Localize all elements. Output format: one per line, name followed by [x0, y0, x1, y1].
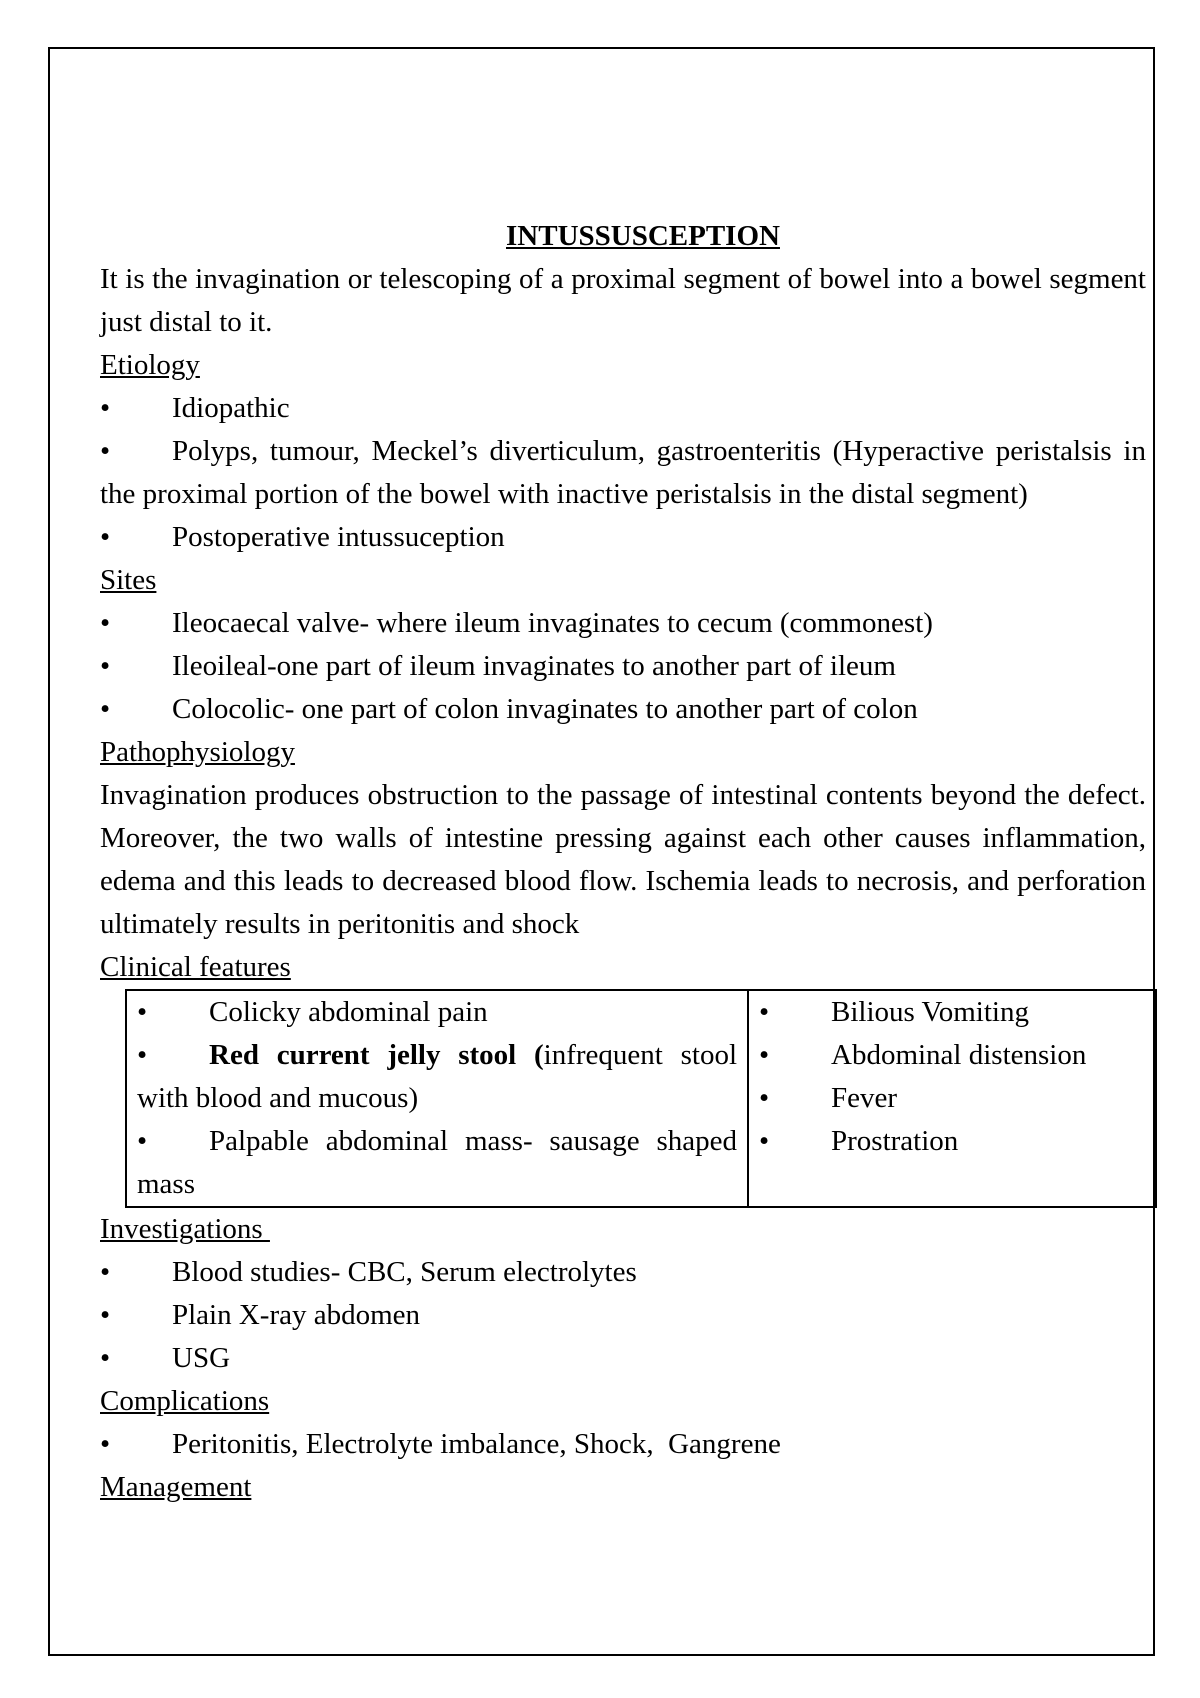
clinical-features-heading: Clinical features — [100, 951, 291, 983]
clinical-item-bold-text: Red current jelly stool ( — [209, 1039, 544, 1071]
sites-item-text: Colocolic- one part of colon invaginates to another part of colon — [172, 693, 918, 725]
bullet-icon: • — [759, 1039, 770, 1071]
bullet-icon: • — [100, 521, 111, 553]
complications-heading: Complications — [100, 1385, 270, 1417]
clinical-features-right-cell — [748, 990, 1156, 1207]
complications-item-text: Peritonitis, Electrolyte imbalance, Shock, Gangrene — [172, 1428, 781, 1460]
sites-item — [100, 602, 1146, 645]
sites-heading: Sites — [100, 564, 157, 596]
clinical-item — [137, 1034, 737, 1120]
pathophysiology-paragraph: Invagination produces obstruction to the passage of intestinal contents beyond the defect. Moreover, the two walls of intestine pressing against each other causes inflammation, edema and this leads to decreased blood flow. Ischemia leads to necrosis, and perforation ultimately results in peritonitis and shock — [100, 779, 1146, 940]
bullet-icon: • — [100, 1428, 111, 1460]
investigations-item-text: Plain X-ray abdomen — [172, 1299, 421, 1331]
investigations-item-text: USG — [172, 1342, 231, 1374]
sites-item-text: Ileocaecal valve- where ileum invaginates to cecum (commonest) — [172, 607, 933, 639]
clinical-item — [759, 991, 1145, 1034]
bullet-icon: • — [759, 1125, 770, 1157]
clinical-item — [759, 1077, 1145, 1120]
complications-item — [100, 1423, 1146, 1466]
bullet-icon: • — [137, 996, 148, 1028]
clinical-item — [759, 1120, 1145, 1163]
etiology-item-text: Idiopathic — [172, 392, 290, 424]
etiology-item-text: Postoperative intussuception — [172, 521, 505, 553]
clinical-item-text: Abdominal distension — [831, 1039, 1087, 1071]
bullet-icon: • — [100, 1256, 111, 1288]
sites-item — [100, 688, 1146, 731]
bullet-icon: • — [100, 435, 111, 467]
sites-item — [100, 645, 1146, 688]
bullet-icon: • — [759, 996, 770, 1028]
bullet-icon: • — [100, 1299, 111, 1331]
etiology-item — [100, 516, 1146, 559]
document-body — [100, 215, 1146, 1509]
page-title: INTUSSUSCEPTION — [506, 220, 780, 252]
bullet-icon: • — [100, 650, 111, 682]
clinical-item-text: Fever — [831, 1082, 898, 1114]
sites-item-text: Ileoileal-one part of ileum invaginates to another part of ileum — [172, 650, 896, 682]
bullet-icon: • — [759, 1082, 770, 1114]
clinical-item-text: Bilious Vomiting — [831, 996, 1029, 1028]
definition-paragraph: It is the invagination or telescoping of a proximal segment of bowel into a bowel segment just distal to it. — [100, 263, 1146, 338]
investigations-item-text: Blood studies- CBC, Serum electrolytes — [172, 1256, 637, 1288]
investigations-item — [100, 1251, 1146, 1294]
clinical-item-text: Palpable abdominal mass- sausage shaped mass — [137, 1125, 737, 1200]
pathophysiology-heading: Pathophysiology — [100, 736, 295, 768]
etiology-heading: Etiology — [100, 349, 200, 381]
etiology-item — [100, 430, 1146, 516]
clinical-item — [137, 991, 737, 1034]
clinical-item-text: Colicky abdominal pain — [209, 996, 488, 1028]
clinical-item — [137, 1120, 737, 1206]
investigations-item — [100, 1337, 1146, 1380]
clinical-features-left-cell — [126, 990, 748, 1207]
management-heading: Management — [100, 1471, 252, 1503]
etiology-item-text: Polyps, tumour, Meckel’s diverticulum, gastroenteritis (Hyperactive peristalsis in the proximal portion of the bowel with inactive peristalsis in the distal segment) — [100, 435, 1146, 510]
bullet-icon: • — [137, 1125, 148, 1157]
investigations-item — [100, 1294, 1146, 1337]
clinical-item — [759, 1034, 1145, 1077]
bullet-icon: • — [100, 392, 111, 424]
etiology-item — [100, 387, 1146, 430]
bullet-icon: • — [137, 1039, 148, 1071]
investigations-heading: Investigations — [100, 1213, 270, 1245]
clinical-item-text: Prostration — [831, 1125, 959, 1157]
bullet-icon: • — [100, 1342, 111, 1374]
bullet-icon: • — [100, 693, 111, 725]
clinical-item-text: infrequent stool with blood and mucous) — [137, 1039, 738, 1114]
bullet-icon: • — [100, 607, 111, 639]
clinical-features-table — [125, 989, 1157, 1208]
